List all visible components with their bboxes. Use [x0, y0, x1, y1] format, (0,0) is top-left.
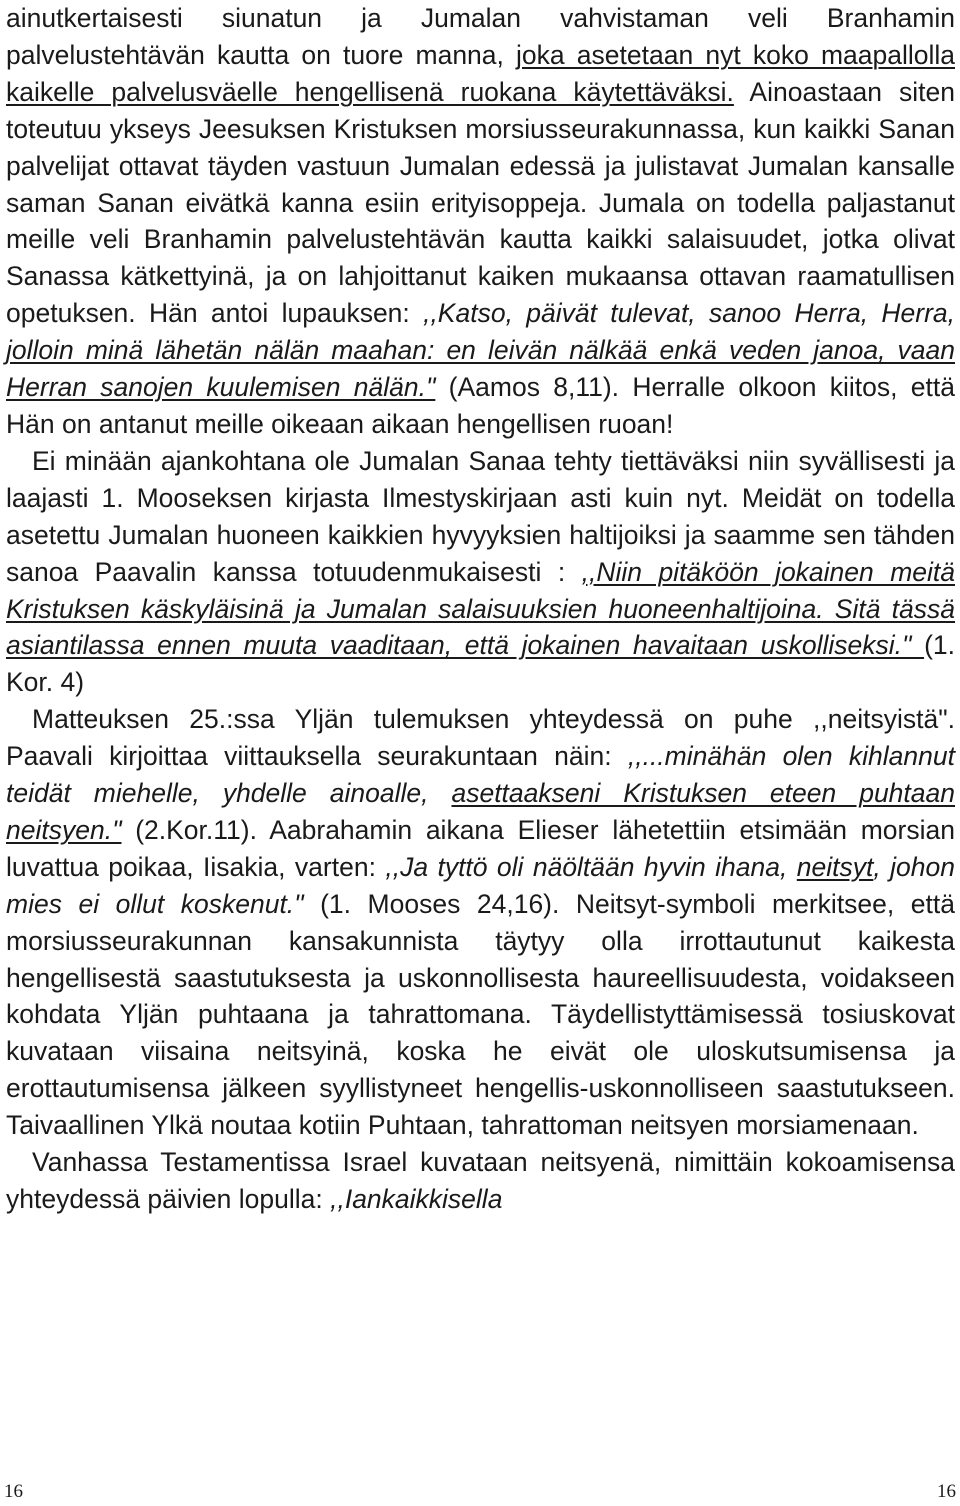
text-run: Ainoastaan siten toteutuu ykseys Jeesuksen Kristuksen morsiusseurakunnassa, kun kaikki Sanan palvelijat ottavat täyden vastuun Jumalan edessä ja julistavat Jumalan kansalle saman Sanan eivätkä kanna esiin erityisoppeja. Jumala on todella paljastanut meille veli Branhamin palvelustehtävän kautta kaikki salaisuudet, jotka olivat Sanassa kätkettyinä, ja on lahjoittanut kaiken mukaansa ottavan raamatullisen opetuksen. Hän antoi lupauksen:	[6, 76, 955, 329]
text-run: (2.Kor.11). Aabrahamin aikana Elieser lähetettiin etsimään morsian luvattua poikaa, Iisakia, varten:	[6, 814, 955, 882]
quotation-text: ,,Katso, päivät tulevat, sanoo Herra, Herra,	[423, 298, 955, 329]
quotation-underlined: ,,Niin pitäköön jokainen meitä Kristuksen käskyläisinä ja Jumalan salaisuuksien huoneenhaltijoina. Sitä tässä asiantilassa ennen muuta vaaditaan, että jokainen havaitaan uskolliseksi."	[6, 556, 955, 661]
paragraph-3	[6, 701, 955, 1144]
paragraph-2	[6, 443, 955, 701]
quotation-text: ,,...minähän olen kihlannut teidät miehelle, yhdelle ainoalle,	[6, 741, 955, 809]
text-run: Ei minään ajankohtana ole Jumalan Sanaa tehty tiettäväksi niin syvällisesti ja laajasti 1. Mooseksen kirjasta Ilmestyskirjaan asti kuin nyt. Meidät on todella asetettu Jumalan huoneen kaikkien hyvyyksien haltijoiksi ja saamme sen tähden sanoa Paavalin kanssa totuudenmukaisesti :	[6, 445, 955, 587]
page-number-right: 16	[937, 1481, 956, 1502]
quotation-text: , johon mies ei ollut koskenut."	[6, 851, 955, 919]
quotation-underlined: asettaakseni Kristuksen eteen puhtaan neitsyen."	[6, 778, 955, 845]
quotation-underlined: jolloin minä lähetän nälän maahan: en leivän nälkää enkä veden janoa, vaan Herran sanojen kuulemisen nälän."	[6, 335, 955, 403]
quotation-text: ,,Iankaikkisella	[330, 1184, 503, 1214]
text-run: ainutkertaisesti siunatun ja Jumalan vahvistaman veli Branhamin palvelustehtävän kautta on tuore manna,	[6, 3, 955, 70]
text-run: Vanhassa Testamentissa Israel kuvataan neitsyenä, nimittäin kokoamisensa yhteydessä päivien lopulla:	[6, 1147, 955, 1214]
paragraph-4	[6, 1144, 955, 1218]
underlined-text: joka asetetaan nyt koko maapallolla kaikelle palvelusväelle hengellisenä ruokana käytettäväksi.	[6, 39, 955, 107]
quotation-underlined: neitsyt	[796, 851, 874, 882]
quotation-text: ,,Ja tyttö oli näöltään hyvin ihana,	[385, 851, 797, 882]
text-run: (Aamos 8,11). Herralle olkoon kiitos, että Hän on antanut meille oikeaan aikaan hengellisen ruoan!	[6, 372, 955, 439]
text-run: Matteuksen 25.:ssa Yljän tulemuksen yhteydessä on puhe ,,neitsyistä". Paavali kirjoittaa viittauksella seurakuntaan näin:	[6, 704, 955, 772]
page-number-left: 16	[4, 1481, 23, 1502]
text-run: (1. Mooses 24,16). Neitsyt-symboli merkitsee, että morsiusseurakunnan kansakunnista täytyy olla irrottautunut kaikesta hengellisestä saastutuksesta ja uskonnollisesta haureellisuudesta, voidakseen kohdata Yljän puhtaana ja tahrattomana. Täydellistyttämisessä tosiuskovat kuvataan viisaina neitsyinä, koska he eivät ole uloskutsumisensa ja erottautumisensa jälkeen syyllistyneet hengellis-uskonnolliseen saastutukseen. Taivaallinen Ylkä noutaa kotiin Puhtaan, tahrattoman neitsyen morsiamenaan.	[6, 888, 955, 1141]
text-run: (1. Kor. 4)	[6, 630, 955, 698]
paragraph-1	[6, 0, 955, 443]
document-body	[6, 0, 955, 1218]
